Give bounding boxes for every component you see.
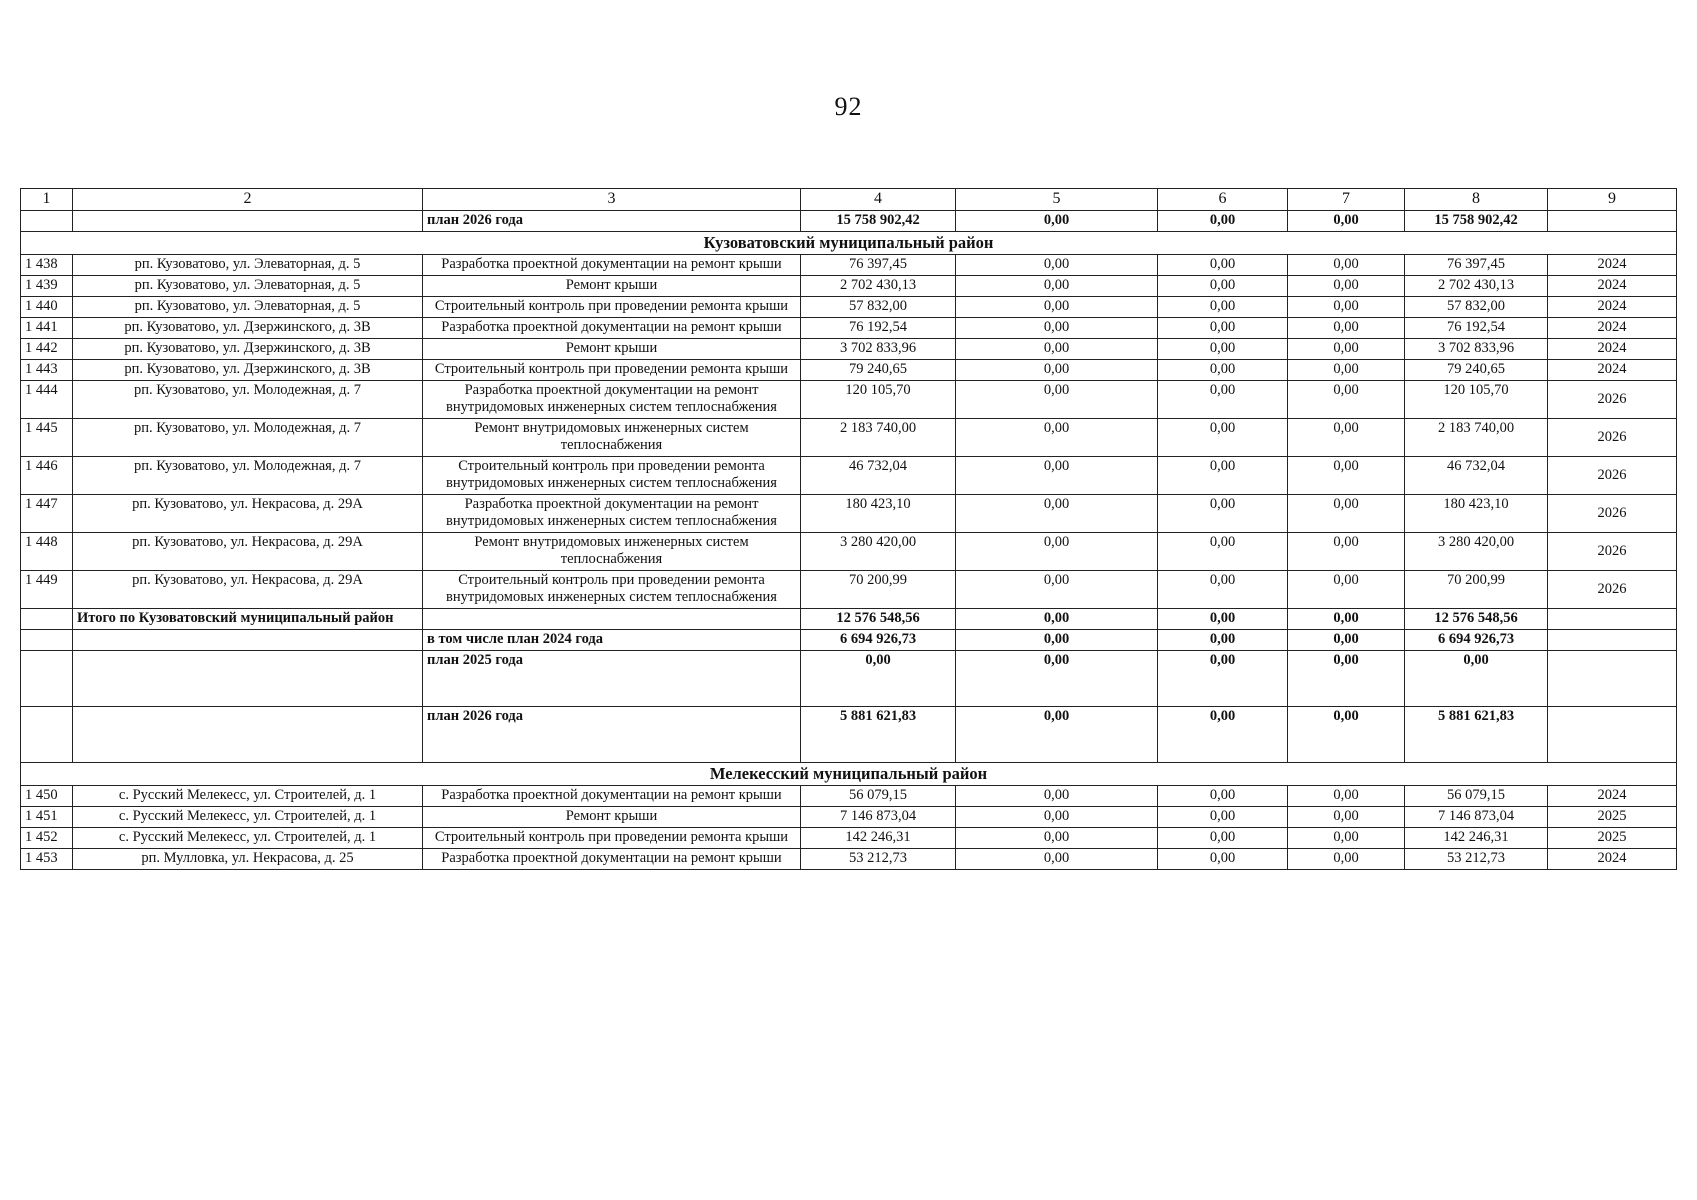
table-row (21, 276, 1677, 297)
table-row (21, 381, 1677, 419)
amount-cell: 46 732,04 (801, 457, 956, 495)
amount-cell: 0,00 (1405, 651, 1548, 707)
table-row (21, 828, 1677, 849)
year-cell: 2025 (1548, 807, 1677, 828)
work-type-cell: Ремонт внутридомовых инженерных систем теплоснабжения (423, 533, 801, 571)
amount-cell: 0,00 (1158, 807, 1288, 828)
table-row (21, 255, 1677, 276)
amount-cell: 79 240,65 (1405, 360, 1548, 381)
amount-cell: 0,00 (1158, 419, 1288, 457)
year-cell: 2026 (1548, 419, 1677, 457)
year-cell: 2024 (1548, 276, 1677, 297)
column-number-row (21, 189, 1677, 211)
amount-cell: 0,00 (1158, 571, 1288, 609)
row-number: 1 444 (21, 381, 73, 419)
amount-cell: 76 397,45 (1405, 255, 1548, 276)
year-cell: 2024 (1548, 255, 1677, 276)
row-number: 1 441 (21, 318, 73, 339)
work-type-cell: Разработка проектной документации на ремонт крыши (423, 786, 801, 807)
empty-cell (21, 630, 73, 651)
column-header: 8 (1405, 189, 1548, 211)
amount-cell: 0,00 (1158, 533, 1288, 571)
empty-cell (1548, 651, 1677, 707)
work-type-cell: Разработка проектной документации на ремонт крыши (423, 255, 801, 276)
amount-cell: 0,00 (1158, 276, 1288, 297)
empty-cell (1548, 211, 1677, 232)
work-type-cell: Ремонт крыши (423, 339, 801, 360)
year-cell: 2024 (1548, 339, 1677, 360)
table-row (21, 339, 1677, 360)
amount-cell: 57 832,00 (801, 297, 956, 318)
column-header: 7 (1288, 189, 1405, 211)
empty-cell (73, 707, 423, 763)
year-cell: 2024 (1548, 318, 1677, 339)
amount-cell: 2 183 740,00 (801, 419, 956, 457)
address-cell: рп. Кузоватово, ул. Некрасова, д. 29А (73, 533, 423, 571)
work-type-cell: Строительный контроль при проведении ремонта крыши (423, 360, 801, 381)
amount-cell: 0,00 (1158, 849, 1288, 870)
amount-cell: 15 758 902,42 (1405, 211, 1548, 232)
work-type-cell: Ремонт крыши (423, 807, 801, 828)
amount-cell: 0,00 (956, 297, 1158, 318)
amount-cell: 0,00 (956, 255, 1158, 276)
column-header: 3 (423, 189, 801, 211)
empty-cell (21, 651, 73, 707)
amount-cell: 0,00 (956, 609, 1158, 630)
year-cell: 2026 (1548, 381, 1677, 419)
amount-cell: 0,00 (1288, 360, 1405, 381)
table-row (21, 419, 1677, 457)
amount-cell: 0,00 (956, 495, 1158, 533)
row-number: 1 453 (21, 849, 73, 870)
amount-cell: 53 212,73 (801, 849, 956, 870)
amount-cell: 0,00 (1158, 381, 1288, 419)
year-cell: 2024 (1548, 297, 1677, 318)
amount-cell: 7 146 873,04 (801, 807, 956, 828)
amount-cell: 0,00 (1288, 297, 1405, 318)
empty-cell (73, 630, 423, 651)
section-title: Кузоватовский муниципальный район (21, 232, 1677, 255)
amount-cell: 0,00 (1288, 571, 1405, 609)
amount-cell: 0,00 (1288, 630, 1405, 651)
address-cell: рп. Кузоватово, ул. Молодежная, д. 7 (73, 457, 423, 495)
row-number: 1 446 (21, 457, 73, 495)
amount-cell: 0,00 (956, 360, 1158, 381)
amount-cell: 76 192,54 (1405, 318, 1548, 339)
empty-cell (1548, 707, 1677, 763)
amount-cell: 3 280 420,00 (801, 533, 956, 571)
amount-cell: 0,00 (1288, 457, 1405, 495)
amount-cell: 120 105,70 (801, 381, 956, 419)
amount-cell: 56 079,15 (1405, 786, 1548, 807)
amount-cell: 46 732,04 (1405, 457, 1548, 495)
address-cell: рп. Кузоватово, ул. Дзержинского, д. 3В (73, 318, 423, 339)
amount-cell: 142 246,31 (1405, 828, 1548, 849)
amount-cell: 0,00 (956, 849, 1158, 870)
plan-row (21, 651, 1677, 707)
section-row (21, 763, 1677, 786)
program-table (20, 188, 1677, 870)
amount-cell: 0,00 (1158, 457, 1288, 495)
amount-cell: 7 146 873,04 (1405, 807, 1548, 828)
amount-cell: 0,00 (956, 276, 1158, 297)
empty-cell (423, 609, 801, 630)
amount-cell: 0,00 (956, 807, 1158, 828)
amount-cell: 0,00 (956, 786, 1158, 807)
row-number: 1 438 (21, 255, 73, 276)
table-row (21, 786, 1677, 807)
work-type-cell: Ремонт крыши (423, 276, 801, 297)
amount-cell: 0,00 (1288, 849, 1405, 870)
amount-cell: 0,00 (1288, 707, 1405, 763)
amount-cell: 2 702 430,13 (801, 276, 956, 297)
amount-cell: 0,00 (1158, 630, 1288, 651)
year-cell: 2024 (1548, 360, 1677, 381)
amount-cell: 0,00 (956, 381, 1158, 419)
year-cell: 2024 (1548, 786, 1677, 807)
amount-cell: 0,00 (1288, 786, 1405, 807)
amount-cell: 120 105,70 (1405, 381, 1548, 419)
amount-cell: 0,00 (1288, 419, 1405, 457)
empty-cell (1548, 609, 1677, 630)
work-type-cell: Строительный контроль при проведении ремонта крыши (423, 297, 801, 318)
carry-over-plan-row (21, 211, 1677, 232)
amount-cell: 0,00 (1158, 495, 1288, 533)
work-type-cell: Строительный контроль при проведении ремонта внутридомовых инженерных систем теплоснабжения (423, 571, 801, 609)
plan-label: план 2026 года (423, 211, 801, 232)
year-cell: 2026 (1548, 533, 1677, 571)
column-header: 6 (1158, 189, 1288, 211)
address-cell: рп. Кузоватово, ул. Некрасова, д. 29А (73, 571, 423, 609)
year-cell: 2026 (1548, 457, 1677, 495)
amount-cell: 76 192,54 (801, 318, 956, 339)
amount-cell: 0,00 (956, 457, 1158, 495)
amount-cell: 12 576 548,56 (801, 609, 956, 630)
address-cell: с. Русский Мелекесс, ул. Строителей, д. 1 (73, 828, 423, 849)
amount-cell: 0,00 (1158, 828, 1288, 849)
amount-cell: 56 079,15 (801, 786, 956, 807)
address-cell: рп. Кузоватово, ул. Элеваторная, д. 5 (73, 276, 423, 297)
section-row (21, 232, 1677, 255)
amount-cell: 0,00 (956, 651, 1158, 707)
amount-cell: 0,00 (1158, 707, 1288, 763)
address-cell: рп. Мулловка, ул. Некрасова, д. 25 (73, 849, 423, 870)
address-cell: с. Русский Мелекесс, ул. Строителей, д. 1 (73, 786, 423, 807)
address-cell: с. Русский Мелекесс, ул. Строителей, д. 1 (73, 807, 423, 828)
amount-cell: 180 423,10 (801, 495, 956, 533)
empty-cell (21, 211, 73, 232)
amount-cell: 0,00 (1158, 339, 1288, 360)
empty-cell (73, 651, 423, 707)
amount-cell: 57 832,00 (1405, 297, 1548, 318)
work-type-cell: Разработка проектной документации на ремонт крыши (423, 849, 801, 870)
amount-cell: 0,00 (1288, 651, 1405, 707)
table-row (21, 360, 1677, 381)
work-type-cell: Разработка проектной документации на ремонт внутридомовых инженерных систем теплоснабжения (423, 495, 801, 533)
amount-cell: 0,00 (1288, 828, 1405, 849)
amount-cell: 3 702 833,96 (1405, 339, 1548, 360)
amount-cell: 0,00 (956, 339, 1158, 360)
address-cell: рп. Кузоватово, ул. Некрасова, д. 29А (73, 495, 423, 533)
column-header: 1 (21, 189, 73, 211)
table-row (21, 318, 1677, 339)
amount-cell: 0,00 (801, 651, 956, 707)
empty-cell (21, 707, 73, 763)
address-cell: рп. Кузоватово, ул. Элеваторная, д. 5 (73, 297, 423, 318)
amount-cell: 70 200,99 (801, 571, 956, 609)
empty-cell (1548, 630, 1677, 651)
address-cell: рп. Кузоватово, ул. Молодежная, д. 7 (73, 381, 423, 419)
amount-cell: 15 758 902,42 (801, 211, 956, 232)
table-row (21, 457, 1677, 495)
amount-cell: 0,00 (1158, 786, 1288, 807)
work-type-cell: Разработка проектной документации на ремонт крыши (423, 318, 801, 339)
table-row (21, 849, 1677, 870)
amount-cell: 79 240,65 (801, 360, 956, 381)
row-number: 1 442 (21, 339, 73, 360)
page-number: 92 (834, 92, 863, 121)
amount-cell: 0,00 (1158, 297, 1288, 318)
empty-cell (73, 211, 423, 232)
row-number: 1 447 (21, 495, 73, 533)
district-total-label: Итого по Кузоватовский муниципальный район (73, 609, 423, 630)
year-cell: 2024 (1548, 849, 1677, 870)
address-cell: рп. Кузоватово, ул. Элеваторная, д. 5 (73, 255, 423, 276)
address-cell: рп. Кузоватово, ул. Молодежная, д. 7 (73, 419, 423, 457)
amount-cell: 0,00 (1288, 255, 1405, 276)
amount-cell: 6 694 926,73 (1405, 630, 1548, 651)
amount-cell: 6 694 926,73 (801, 630, 956, 651)
table-row (21, 533, 1677, 571)
work-type-cell: Строительный контроль при проведении ремонта крыши (423, 828, 801, 849)
table-row (21, 495, 1677, 533)
amount-cell: 0,00 (956, 211, 1158, 232)
amount-cell: 0,00 (1288, 211, 1405, 232)
empty-cell (21, 609, 73, 630)
district-total-row (21, 609, 1677, 630)
amount-cell: 5 881 621,83 (801, 707, 956, 763)
plan-row (21, 630, 1677, 651)
row-number: 1 440 (21, 297, 73, 318)
year-cell: 2026 (1548, 571, 1677, 609)
column-header: 9 (1548, 189, 1677, 211)
amount-cell: 3 280 420,00 (1405, 533, 1548, 571)
amount-cell: 0,00 (956, 630, 1158, 651)
row-number: 1 450 (21, 786, 73, 807)
amount-cell: 0,00 (1158, 651, 1288, 707)
work-type-cell: Строительный контроль при проведении ремонта внутридомовых инженерных систем теплоснабжения (423, 457, 801, 495)
plan-label: план 2026 года (423, 707, 801, 763)
amount-cell: 2 183 740,00 (1405, 419, 1548, 457)
row-number: 1 449 (21, 571, 73, 609)
amount-cell: 0,00 (956, 419, 1158, 457)
amount-cell: 0,00 (1288, 807, 1405, 828)
work-type-cell: Ремонт внутридомовых инженерных систем теплоснабжения (423, 419, 801, 457)
amount-cell: 142 246,31 (801, 828, 956, 849)
amount-cell: 2 702 430,13 (1405, 276, 1548, 297)
plan-row (21, 707, 1677, 763)
amount-cell: 0,00 (956, 828, 1158, 849)
amount-cell: 0,00 (956, 533, 1158, 571)
amount-cell: 0,00 (1288, 276, 1405, 297)
row-number: 1 448 (21, 533, 73, 571)
amount-cell: 0,00 (1288, 533, 1405, 571)
amount-cell: 0,00 (1288, 318, 1405, 339)
table-row (21, 571, 1677, 609)
amount-cell: 0,00 (1158, 318, 1288, 339)
row-number: 1 443 (21, 360, 73, 381)
column-header: 4 (801, 189, 956, 211)
column-header: 2 (73, 189, 423, 211)
amount-cell: 53 212,73 (1405, 849, 1548, 870)
amount-cell: 0,00 (1288, 495, 1405, 533)
amount-cell: 0,00 (1288, 609, 1405, 630)
column-header: 5 (956, 189, 1158, 211)
year-cell: 2026 (1548, 495, 1677, 533)
row-number: 1 451 (21, 807, 73, 828)
table-row (21, 297, 1677, 318)
row-number: 1 445 (21, 419, 73, 457)
work-type-cell: Разработка проектной документации на ремонт внутридомовых инженерных систем теплоснабжения (423, 381, 801, 419)
table-row (21, 807, 1677, 828)
amount-cell: 0,00 (956, 571, 1158, 609)
amount-cell: 0,00 (1288, 381, 1405, 419)
amount-cell: 0,00 (1158, 211, 1288, 232)
row-number: 1 452 (21, 828, 73, 849)
amount-cell: 5 881 621,83 (1405, 707, 1548, 763)
amount-cell: 70 200,99 (1405, 571, 1548, 609)
amount-cell: 0,00 (1158, 255, 1288, 276)
plan-label: в том числе план 2024 года (423, 630, 801, 651)
amount-cell: 0,00 (1288, 339, 1405, 360)
amount-cell: 180 423,10 (1405, 495, 1548, 533)
amount-cell: 0,00 (956, 707, 1158, 763)
amount-cell: 3 702 833,96 (801, 339, 956, 360)
row-number: 1 439 (21, 276, 73, 297)
amount-cell: 0,00 (956, 318, 1158, 339)
plan-label: план 2025 года (423, 651, 801, 707)
amount-cell: 0,00 (1158, 609, 1288, 630)
amount-cell: 0,00 (1158, 360, 1288, 381)
address-cell: рп. Кузоватово, ул. Дзержинского, д. 3В (73, 360, 423, 381)
address-cell: рп. Кузоватово, ул. Дзержинского, д. 3В (73, 339, 423, 360)
section-title: Мелекесский муниципальный район (21, 763, 1677, 786)
amount-cell: 12 576 548,56 (1405, 609, 1548, 630)
year-cell: 2025 (1548, 828, 1677, 849)
amount-cell: 76 397,45 (801, 255, 956, 276)
